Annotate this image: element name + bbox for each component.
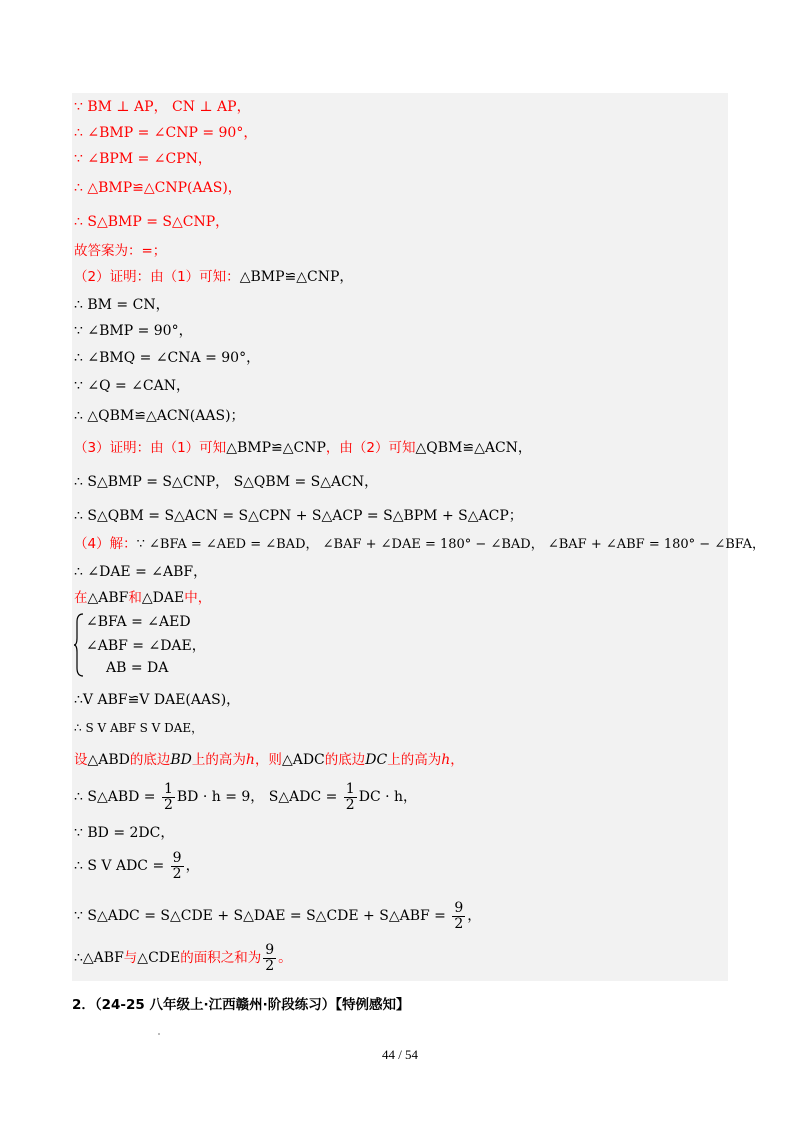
line-26-d: 的面积之和为 [180, 950, 262, 966]
line-26-b: 与 [123, 950, 138, 966]
frac-num: 9 [454, 899, 464, 916]
line-22-b: BD · h = 9， S△ADC = [176, 789, 342, 805]
line-15: ∴ S△QBM = S△ACN = S△CPN + S△ACP = S△BPM + S△ACP； [74, 508, 523, 524]
stray-dot [158, 1033, 160, 1035]
frac-num: 9 [172, 849, 182, 866]
line-21-m: ， [450, 752, 464, 768]
line-24-b: ， [185, 858, 200, 874]
line-26-c: △CDE [137, 950, 181, 966]
line-6: 故答案为：=； [74, 243, 167, 259]
line-21-f: h [245, 752, 255, 768]
line-22 [74, 781, 417, 813]
question-2-heading: 2．（24-25 八年级上·江西赣州·阶段练习）【特例感知】 [72, 997, 410, 1013]
line-18-d: △DAE [141, 590, 185, 606]
line-9: ∵ ∠BMP = 90°， [74, 323, 193, 339]
fraction-9-2c [263, 943, 276, 974]
line-24-a: ∴ S V ADC = [74, 858, 169, 874]
line-21-h: △ADC [281, 752, 325, 768]
line-21-k: 上的高为 [387, 752, 442, 768]
line-25-b: ， [467, 908, 482, 924]
line-1: ∵ BM ⊥ AP， CN ⊥ AP， [74, 99, 251, 115]
line-18-e: 中， [184, 590, 212, 606]
line-21-d: BD [170, 752, 192, 768]
line-22-a: ∴ S△ABD = [74, 789, 160, 805]
line-18-a: 在 [74, 590, 88, 606]
system-line-3: AB = DA [106, 660, 169, 676]
line-21-g: ，则 [254, 752, 282, 768]
line-26-e: 。 [278, 950, 293, 966]
line-21 [74, 750, 464, 770]
frac-den: 2 [345, 796, 355, 813]
fraction-9-2b [452, 901, 465, 932]
line-21-j: DC [365, 752, 388, 768]
line-10: ∴ ∠BMQ = ∠CNA = 90°， [74, 350, 261, 366]
line-3: ∵ ∠BPM = ∠CPN， [74, 151, 212, 167]
line-13-b: △BMP≌△CNP [226, 440, 326, 456]
line-13-c: ，由（2）可知 [325, 440, 416, 456]
line-19: ∴V ABF≌V DAE(AAS)， [74, 692, 241, 708]
line-21-a: 设 [74, 752, 88, 768]
line-22-c: DC · h， [358, 789, 418, 805]
line-5: ∴ S△BMP = S△CNP， [74, 214, 230, 230]
line-21-c: 的底边 [129, 752, 171, 768]
frac-den: 2 [454, 915, 464, 932]
line-7 [74, 267, 353, 287]
line-16 [74, 534, 765, 555]
line-13-d: △QBM≌△ACN， [415, 440, 532, 456]
page-number: 44 / 54 [381, 1047, 419, 1062]
line-7-text: （2）证明：由（1）可知： [74, 269, 240, 285]
fraction-half-2 [344, 782, 357, 813]
line-12: ∴ △QBM≌△ACN(AAS)； [74, 408, 245, 424]
line-21-e: 上的高为 [191, 752, 246, 768]
frac-den: 2 [265, 957, 275, 974]
line-18 [74, 588, 211, 608]
line-23: ∵ BD = 2DC， [74, 825, 175, 841]
fraction-half-1 [162, 782, 175, 813]
line-20: ∴ S V ABF S V DAE， [74, 721, 204, 735]
line-26-a: ∴△ABF [74, 950, 124, 966]
line-26 [74, 942, 292, 974]
line-11: ∵ ∠Q = ∠CAN， [74, 378, 190, 394]
frac-den: 2 [163, 796, 173, 813]
fraction-9-2 [171, 851, 184, 882]
frac-num: 1 [345, 780, 355, 797]
line-4: ∴ △BMP≌△CNP(AAS)， [74, 180, 242, 196]
line-21-i: 的底边 [324, 752, 366, 768]
frac-num: 9 [265, 941, 275, 958]
line-25-a: ∵ S△ADC = S△CDE + S△DAE = S△CDE + S△ABF = [74, 908, 451, 924]
line-21-b: △ABD [87, 752, 130, 768]
line-14: ∴ S△BMP = S△CNP， S△QBM = S△ACN， [74, 474, 379, 490]
line-16-b: ∵ ∠BFA = ∠AED = ∠BAD， ∠BAF + ∠DAE = 180° − ∠BAD， ∠BAF + ∠ABF = 180° − ∠BFA， [136, 537, 766, 552]
line-18-b: △ABF [87, 590, 129, 606]
line-13-a: （3）证明：由（1）可知 [74, 440, 227, 456]
system-brace [72, 612, 86, 678]
system-line-1: ∠BFA = ∠AED [86, 614, 191, 630]
line-17: ∴ ∠DAE = ∠ABF， [74, 564, 208, 580]
line-2: ∴ ∠BMP = ∠CNP = 90°， [74, 125, 258, 141]
line-7-math: △BMP≌△CNP， [239, 269, 354, 285]
system-line-2: ∠ABF = ∠DAE， [86, 638, 206, 654]
line-8: ∴ BM = CN， [74, 297, 170, 313]
frac-den: 2 [172, 865, 182, 882]
line-25 [74, 900, 481, 932]
line-24 [74, 850, 200, 882]
line-21-l: h [441, 752, 451, 768]
frac-num: 1 [163, 780, 173, 797]
line-18-c: 和 [128, 590, 142, 606]
line-13 [74, 438, 532, 458]
line-16-a: （4）解： [74, 536, 137, 552]
